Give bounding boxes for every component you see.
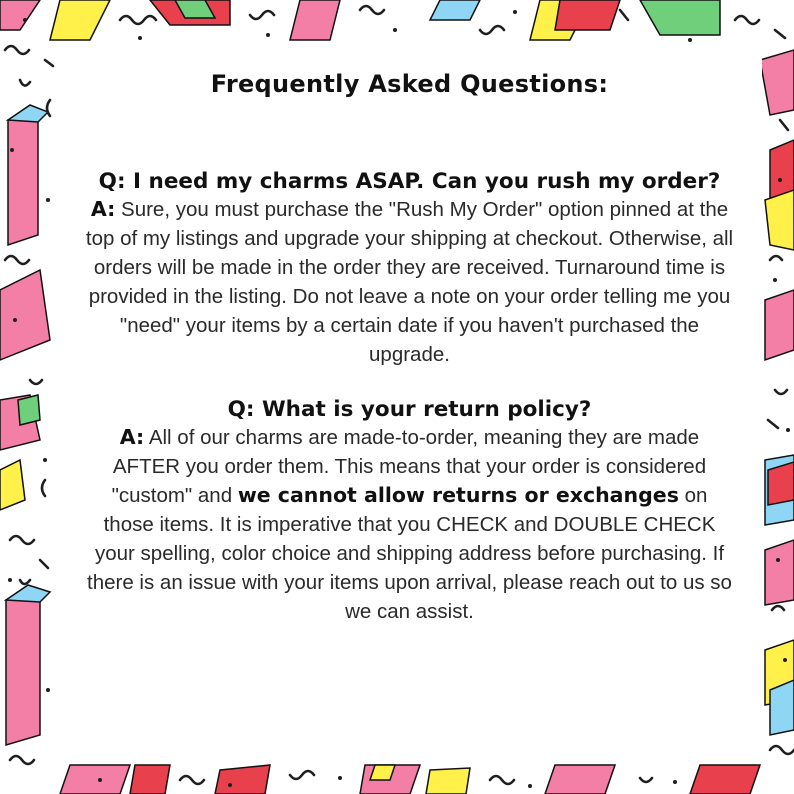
geo-shape-blue [8, 105, 48, 122]
answer-prefix-2: A: [119, 425, 145, 449]
geo-shape-red [555, 0, 620, 30]
geo-shape-pink [0, 270, 50, 360]
geo-shape-yellow [765, 190, 794, 250]
geo-shape-blue [770, 680, 794, 735]
geo-shape-yellow [426, 768, 470, 794]
faq-card [57, 44, 762, 764]
geo-shape-pink-bar [6, 590, 40, 745]
geo-shape-yellow [0, 460, 25, 510]
geo-shape-green [640, 0, 720, 35]
answer-text-2a: All of our charms are made-to-order, meaning they are made AFTER you order them. This means that your order is considered "custom" and [111, 426, 707, 507]
geo-shape-pink [545, 765, 615, 794]
geo-shape-pink-bar [8, 110, 38, 245]
geo-shape-yellow [370, 765, 395, 780]
answer-text-2b: on those items. It is imperative that you CHECK and DOUBLE CHECK your spelling, color choice and shipping address before purchasing. If there is an issue with your items upon arrival, please reach out to us so we can assist. [87, 484, 732, 623]
geo-shape-red [768, 462, 794, 505]
geo-shape-pink [60, 765, 130, 794]
faq-question-1: Q: I need my charms ASAP. Can you rush my order? [98, 169, 721, 194]
geo-shape-pink [0, 0, 40, 30]
geo-shape-red [130, 765, 170, 794]
geo-shape-blue [430, 0, 480, 20]
faq-question-2: Q: What is your return policy? [227, 397, 592, 422]
geo-shape-yellow [50, 0, 110, 40]
answer-prefix-1: A: [90, 197, 116, 221]
geo-shape-pink [765, 290, 794, 360]
answer-bold-2: we cannot allow returns or exchanges [237, 483, 679, 507]
faq-answer-2 [85, 423, 734, 626]
faq-answer-1 [85, 195, 734, 369]
geo-shape-green [18, 395, 40, 425]
geo-shape-pink [290, 0, 340, 40]
faq-title: Frequently Asked Questions: [210, 70, 609, 98]
geo-shape-red [690, 765, 760, 794]
geo-shape-pink [765, 540, 794, 605]
answer-text-1: Sure, you must purchase the "Rush My Order" option pinned at the top of my listings and upgrade your shipping at checkout. Otherwise, all orders will be made in the order they are received. Turnaround time is provided in the listing. Do not leave a note on your order telling me you "need" your items by a certain date if you haven't purchased the upgrade. [85, 198, 734, 366]
geo-shape-pink [760, 50, 794, 115]
geo-shape-blue [6, 585, 50, 602]
geo-shape-red [215, 765, 270, 794]
